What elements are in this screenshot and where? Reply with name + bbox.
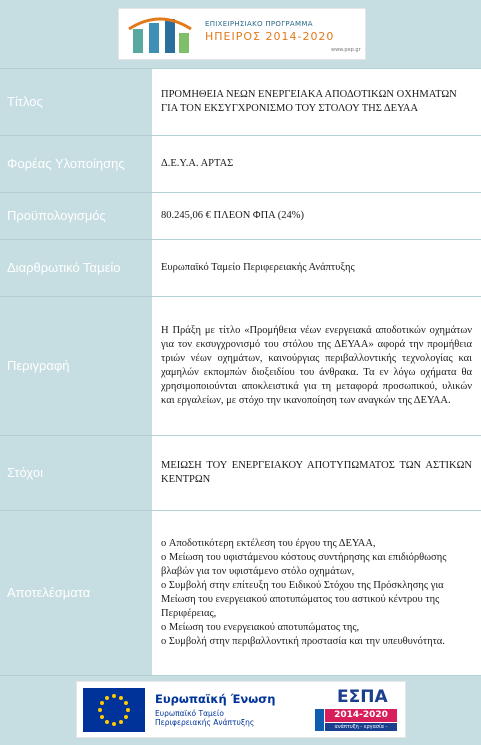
description-value: Η Πράξη με τίτλο «Προμήθεια νέων ενεργειακά αποδοτικών οχημάτων για τον εκσυγχρονισμό του στόλου της ΔΕΥΑΑ» αφορά την προμήθεια τριών νέων οχημάτων, καινούργιας περιβαλλοντικής τεχνολογίας και χαμηλών εκπομπών διοξειδίου του άνθρακα. Τα εν λόγω οχήματα θα χρησιμοποιούνται αποκλειστικά για τη μεταφορά προσωπικού, υλικών και εργαλείων, με στόχο την ικανοποίηση των αναγκών της ΔΕΥΑΑ. <box>153 297 481 435</box>
goals-label: Στόχοι <box>0 436 152 510</box>
programme-label: ΕΠΙΧΕΙΡΗΣΙΑΚΟ ΠΡΟΓΡΑΜΜΑ <box>205 20 313 28</box>
fund-label: Διαρθρωτικό Ταμείο <box>0 240 152 296</box>
greek-flag-icon <box>315 709 324 731</box>
results-item: o Συμβολή στην περιβαλλοντική προστασία και την υπευθυνότητα. <box>161 636 445 647</box>
espa-years: 2014-2020 <box>325 709 397 722</box>
implementer-label: Φορέας Υλοποίησης <box>0 136 152 192</box>
espa-title: ΕΣΠΑ <box>337 687 388 707</box>
results-list <box>161 537 472 649</box>
description-label: Περιγραφή <box>0 297 152 435</box>
epirus-arch-icon <box>125 15 195 55</box>
results-item: o Συμβολή στην επίτευξη του Ειδικού Στόχου της Πρόσκλησης για Μείωση του ενεργειακού αποτυπώματος του αστικού κέντρου της Περιφέρειας, <box>161 580 444 619</box>
budget-value: 80.245,06 € ΠΛΕΟΝ ΦΠΑ (24%) <box>153 193 481 239</box>
programme-url: www.pep.gr <box>331 47 361 53</box>
espa-motto: ανάπτυξη - εργασία - αλληλεγγύη <box>325 723 397 731</box>
title-value: ΠΡΟΜΗΘΕΙΑ ΝΕΩΝ ΕΝΕΡΓΕΙΑΚΑ ΑΠΟΔΟΤΙΚΩΝ ΟΧΗΜΑΤΩΝ ΓΙΑ ΤΟΝ ΕΚΣΥΓΧΡΟΝΙΣΜΟ ΤΟΥ ΣΤΟΛΟΥ ΤΗΣ ΔΕΥΑΑ <box>153 69 481 135</box>
results-label: Αποτελέσματα <box>0 511 152 675</box>
results-item: o Αποδοτικότερη εκτέλεση του έργου της ΔΕΥΑΑ, <box>161 538 376 549</box>
results-item: o Μείωση του ενεργειακού αποτυπώματος της, <box>161 622 360 633</box>
espa-logo <box>315 687 401 738</box>
funding-logos <box>76 681 406 738</box>
goals-value: ΜΕΙΩΣΗ ΤΟΥ ΕΝΕΡΓΕΙΑΚΟΥ ΑΠΟΤΥΠΩΜΑΤΟΣ ΤΩΝ ΑΣΤΙΚΩΝ ΚΕΝΤΡΩΝ <box>153 436 481 510</box>
budget-label: Προϋπολογισμός <box>0 193 152 239</box>
eu-title: Ευρωπαϊκή Ένωση <box>155 692 276 706</box>
fund-value: Ευρωπαϊκό Ταμείο Περιφερειακής Ανάπτυξης <box>153 240 481 296</box>
eu-fund-name: Ευρωπαϊκό Ταμείο Περιφερειακής Ανάπτυξης <box>155 709 255 727</box>
implementer-value: Δ.Ε.Υ.Α. ΑΡΤΑΣ <box>153 136 481 192</box>
results-value <box>153 511 481 675</box>
programme-region: ΗΠΕΙΡΟΣ 2014-2020 <box>205 30 335 43</box>
title-label: Τίτλος <box>0 69 152 135</box>
eu-flag-icon <box>83 688 145 732</box>
results-item: o Μείωση του υφιστάμενου κόστους συντήρησης και επιδιόρθωσης βλαβών για τον υφιστάμενο στόλο οχημάτων, <box>161 552 447 577</box>
operational-programme-logo <box>118 8 366 60</box>
